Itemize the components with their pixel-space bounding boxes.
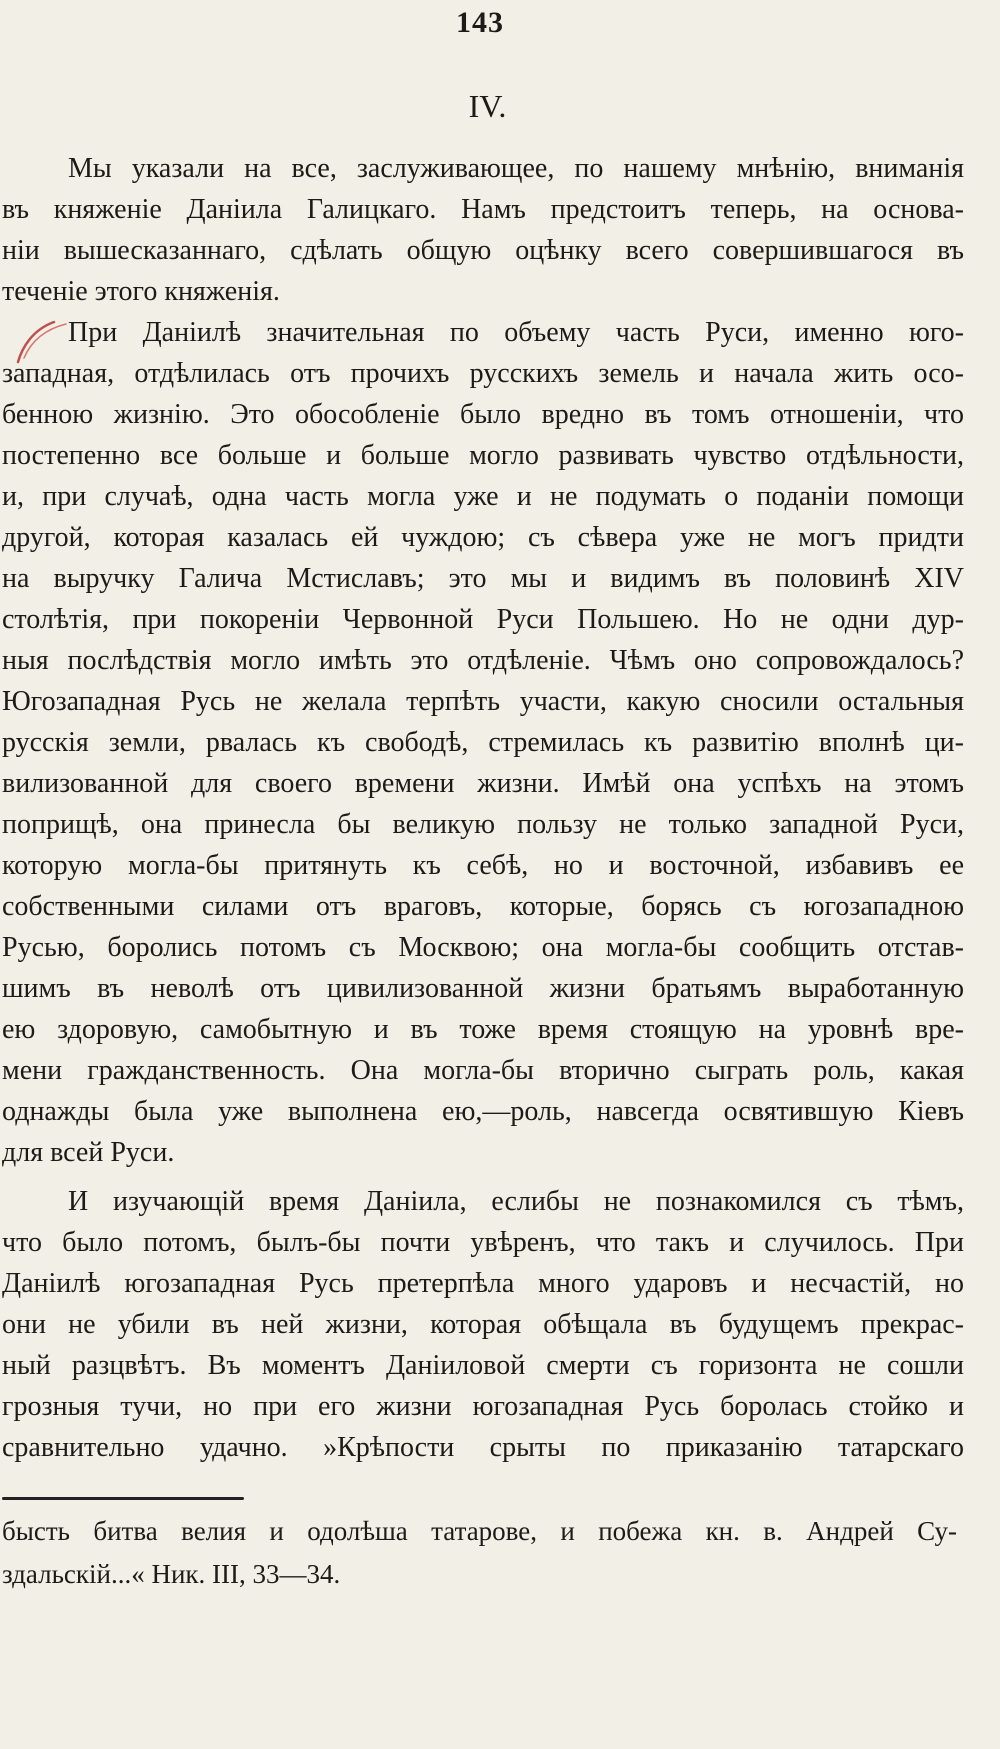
text-line: на выручку Галича Мстиславъ; это мы и видимъ въ половинѣ XIV (2, 563, 964, 594)
text-line: теченіе этого княженія. (2, 276, 280, 307)
text-line: мени гражданственность. Она могла-бы вторично сыграть роль, какая (2, 1055, 964, 1086)
text-line: ею здоровую, самобытную и въ тоже время стоящую на уровнѣ вре- (2, 1014, 964, 1045)
text-line: русскія земли, рвалась къ свободѣ, стремилась къ развитію вполнѣ ци- (2, 727, 964, 758)
text-line: и, при случаѣ, одна часть могла уже и не подумать о поданіи помощи (2, 481, 964, 512)
section-heading: IV. (468, 88, 507, 124)
text-line: западная, отдѣлилась отъ прочихъ русскихъ земель и начала жить осо- (2, 358, 964, 389)
text-line: поприщѣ, она принесла бы великую пользу не только западной Руси, (2, 809, 964, 840)
text-line: которую могла-бы притянуть къ себѣ, но и восточной, избавивъ ее (2, 850, 964, 881)
text-line: Югозападная Русь не желала терпѣть участи, какую сносили остальныя (2, 686, 964, 717)
text-line: И изучающій время Даніила, еслибы не познакомился съ тѣмъ, (68, 1186, 964, 1217)
footnote-divider (2, 1497, 244, 1500)
text-line: вилизованной для своего времени жизни. Имѣй она успѣхъ на этомъ (2, 768, 964, 799)
text-line: другой, которая казалась ей чуждою; съ сѣвера уже не могъ придти (2, 522, 964, 553)
footnote (2, 1510, 957, 1596)
paragraph (2, 1181, 964, 1468)
text-line: для всей Руси. (2, 1137, 175, 1168)
footnote-line: здальскій...« Ник. III, 33—34. (2, 1559, 341, 1589)
text-line: шимъ въ неволѣ отъ цивилизованной жизни братьямъ выработанную (2, 973, 964, 1004)
text-line: они не убили въ ней жизни, которая обѣщала въ будущемъ прекрас- (2, 1309, 964, 1340)
text-line: Русью, боролись потомъ съ Москвою; она могла-бы сообщить отстав- (2, 932, 964, 963)
text-line: Даніилѣ югозападная Русь претерпѣла много ударовъ и несчастій, но (2, 1268, 964, 1299)
main-text (2, 148, 964, 1468)
text-line: сравнительно удачно. »Крѣпости срыты по приказанію татарскаго (2, 1432, 964, 1463)
text-line: постепенно все больше и больше могло развивать чувство отдѣльности, (2, 440, 964, 471)
text-line: въ княженіе Даніила Галицкаго. Намъ предстоитъ теперь, на основа- (2, 194, 964, 225)
text-line: столѣтія, при покореніи Червонной Руси Польшею. Но не одни дур- (2, 604, 964, 635)
text-line: что было потомъ, былъ-бы почти увѣренъ, что такъ и случилось. При (2, 1227, 964, 1258)
page-number: 143 (456, 6, 504, 39)
text-line: бенною жизнію. Это обособленіе было вредно въ томъ отношеніи, что (2, 399, 964, 430)
footnote-line: бысть битва велия и одолѣша татарове, и побежа кн. в. Андрей Су- (2, 1516, 957, 1546)
text-line: ніи вышесказаннаго, сдѣлать общую оцѣнку всего совершившагося въ (2, 235, 964, 266)
text-line: Мы указали на все, заслуживающее, по нашему мнѣнію, вниманія (68, 153, 964, 184)
text-line: При Даніилѣ значительная по объему часть Руси, именно юго- (68, 317, 964, 348)
text-line: грозныя тучи, но при его жизни югозападная Русь боролась стойко и (2, 1391, 964, 1422)
paragraph (2, 148, 964, 312)
text-line: однажды была уже выполнена ею,—роль, навсегда освятившую Кіевъ (2, 1096, 964, 1127)
text-line: ныя послѣдствія могло имѣть это отдѣленіе. Чѣмъ оно сопровождалось? (2, 645, 964, 676)
text-line: собственными силами отъ враговъ, которые, борясь съ югозападною (2, 891, 964, 922)
text-line: ный разцвѣтъ. Въ моментъ Даніиловой смерти съ горизонта не сошли (2, 1350, 964, 1381)
paragraph (2, 312, 964, 1173)
